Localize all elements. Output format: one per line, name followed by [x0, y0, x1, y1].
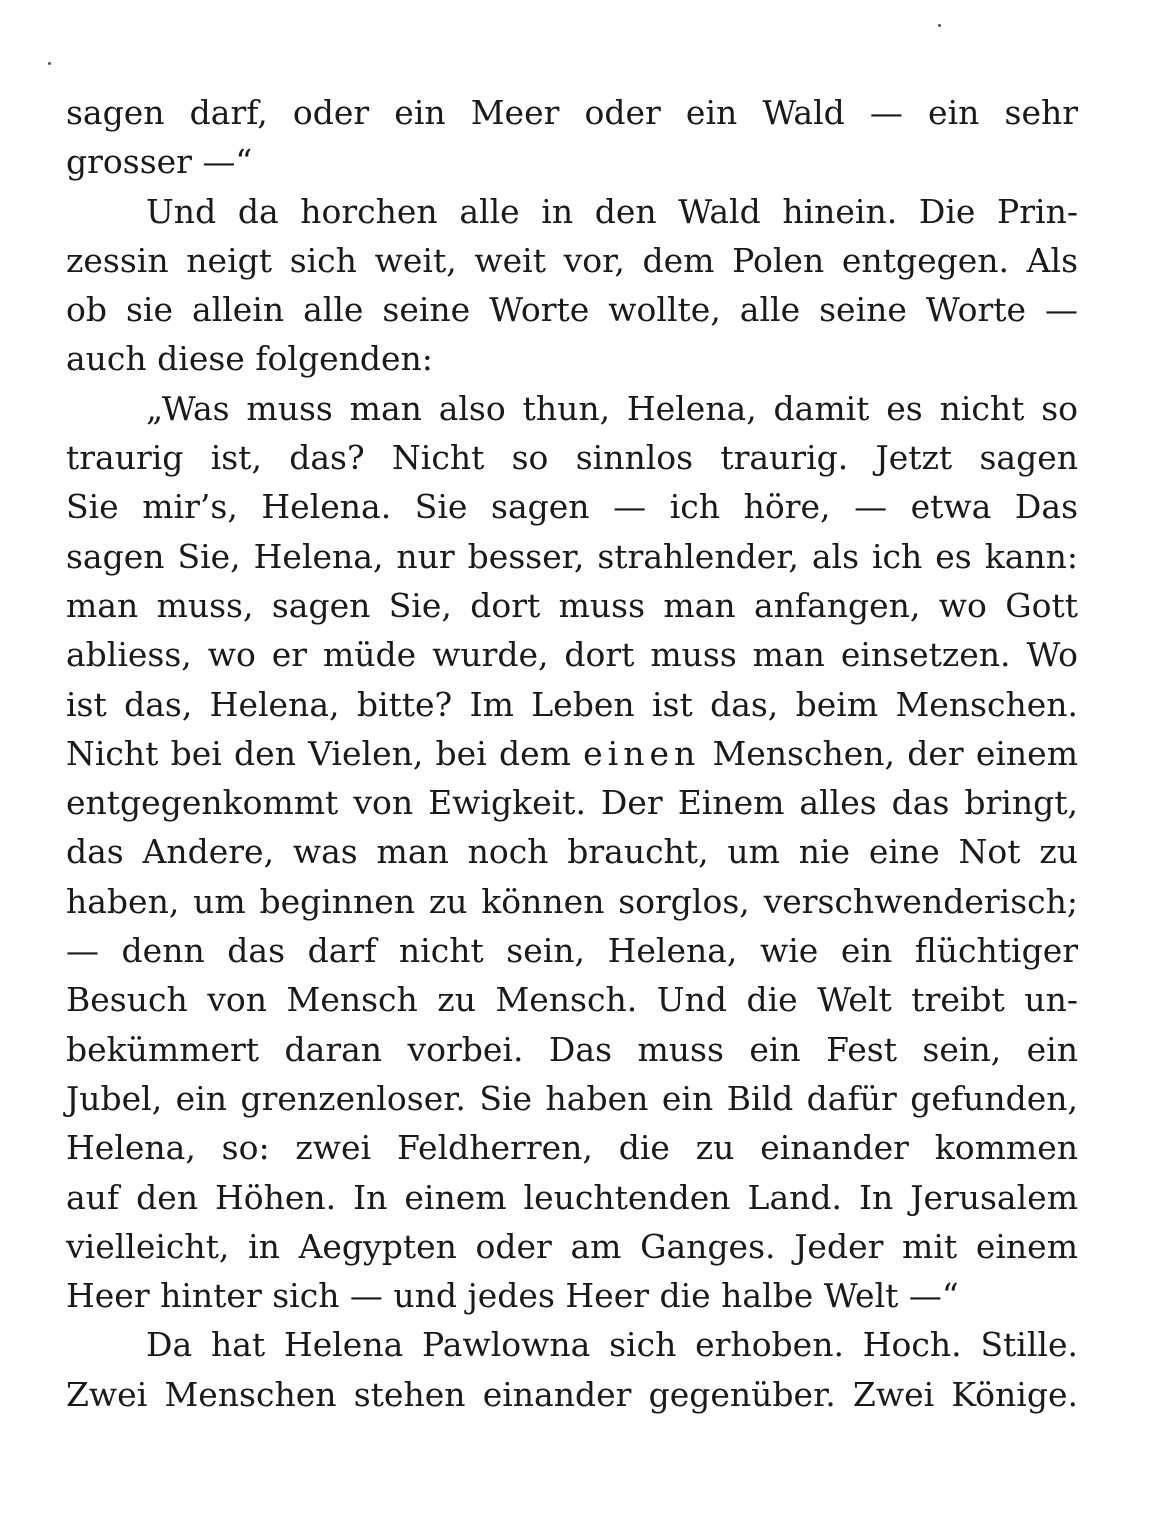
text-line: abliess, wo er müde wurde, dort muss man einsetzen. Wo [66, 635, 1078, 675]
text-segment: Menschen, der einem [700, 733, 1079, 773]
text-line: ob sie allein alle seine Worte wollte, alle seine Worte — [66, 290, 1078, 330]
text-line [66, 729, 1078, 778]
text-line: traurig ist, das? Nicht so sinnlos traurig. Jetzt sagen [66, 438, 1078, 478]
text-line: auf den Höhen. In einem leuchtenden Land. In Jerusalem [66, 1177, 1078, 1217]
text-line: Und da horchen alle in den Wald hinein. Die Prin- [146, 191, 1078, 231]
page-text [66, 88, 1078, 1419]
text-line: haben, um beginnen zu können sorglos, verschwenderisch; [66, 881, 1078, 921]
text-line: sagen darf, oder ein Meer oder ein Wald — ein sehr [66, 93, 1078, 132]
text-line: Zwei Menschen stehen einander gegenüber. Zwei Könige. [66, 1374, 1078, 1414]
text-line: Helena, so: zwei Feldherren, die zu einander kommen [66, 1128, 1078, 1168]
scan-speck [48, 62, 51, 65]
text-line: — denn das darf nicht sein, Helena, wie ein flüchtiger [66, 931, 1078, 971]
text-line: grosser —“ [66, 142, 253, 182]
text-line: Jubel, ein grenzenloser. Sie haben ein Bild dafür gefunden, [66, 1078, 1078, 1118]
text-line: Besuch von Mensch zu Mensch. Und die Welt treibt un- [66, 980, 1078, 1020]
text-line: Sie mir’s, Helena. Sie sagen — ich höre, — etwa Das [66, 487, 1078, 527]
text-line: man muss, sagen Sie, dort muss man anfangen, wo Gott [66, 585, 1078, 625]
text-line: entgegenkommt von Ewigkeit. Der Einem alles das bringt, [66, 783, 1078, 823]
text-line: ist das, Helena, bitte? Im Leben ist das, beim Menschen. [66, 684, 1078, 724]
text-line: auch diese folgenden: [66, 339, 433, 379]
text-line: bekümmert daran vorbei. Das muss ein Fest sein, ein [66, 1029, 1078, 1069]
text-line: sagen Sie, Helena, nur besser, strahlender, als ich es kann: [66, 536, 1078, 576]
text-line: „Was muss man also thun, Helena, damit es nicht so [146, 388, 1078, 428]
scan-speck [938, 24, 941, 27]
text-line: vielleicht, in Aegypten oder am Ganges. Jeder mit einem [66, 1226, 1078, 1266]
text-segment: Nicht bei den Vielen, bei dem [66, 733, 584, 773]
text-line: zessin neigt sich weit, weit vor, dem Polen entgegen. Als [66, 240, 1078, 280]
emphasized-word: einen [583, 733, 701, 773]
text-line: Heer hinter sich — und jedes Heer die halbe Welt —“ [66, 1276, 959, 1316]
text-line: das Andere, was man noch braucht, um nie eine Not zu [66, 832, 1078, 872]
text-line: Da hat Helena Pawlowna sich erhoben. Hoch. Stille. [146, 1325, 1078, 1365]
